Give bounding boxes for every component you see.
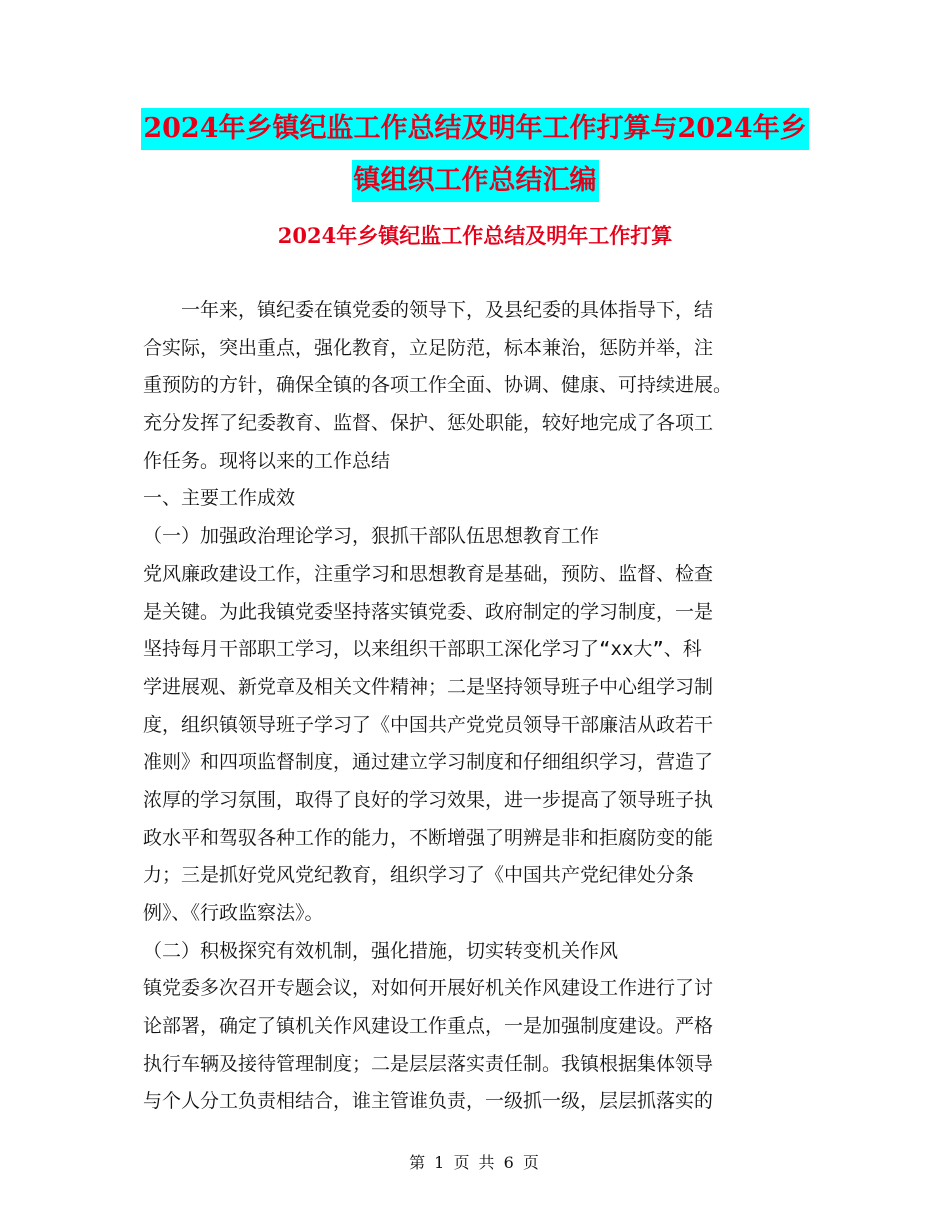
paragraph-line: 论部署，确定了镇机关作风建设工作重点，一是加强制度建设。严格 — [143, 1015, 714, 1038]
section-heading: 2024年乡镇纪监工作总结及明年工作打算 — [277, 223, 673, 248]
title-line-1: 2024年乡镇纪监工作总结及明年工作打算与2024年乡 — [141, 108, 808, 150]
paragraph-line: 镇党委多次召开专题会议，对如何开展好机关作风建设工作进行了讨 — [143, 977, 714, 1000]
paragraph-line: 党风廉政建设工作，注重学习和思想教育是基础，预防、监督、检查 — [143, 562, 714, 585]
paragraph-line: 政水平和驾驭各种工作的能力，不断增强了明辨是非和拒腐防变的能 — [143, 826, 714, 849]
paragraph-line: 坚持每月干部职工学习，以来组织干部职工深化学习了“xx大”、科 — [143, 638, 702, 661]
paragraph-line: 合实际，突出重点，强化教育，立足防范，标本兼治，惩防并举，注 — [143, 336, 714, 359]
paragraph-line: 力；三是抓好党风党纪教育，组织学习了《中国共产党纪律处分条 — [143, 864, 695, 887]
paragraph-line: 与个人分工负责相结合，谁主管谁负责，一级抓一级，层层抓落实的 — [143, 1090, 714, 1113]
paragraph-line: 度，组织镇领导班子学习了《中国共产党党员领导干部廉洁从政若干 — [143, 713, 714, 736]
title-line-2: 镇组织工作总结汇编 — [352, 160, 599, 202]
page-number-footer: 第 1 页 共 6 页 — [409, 1153, 541, 1172]
paragraph-line: 一年来，镇纪委在镇党委的领导下，及县纪委的具体指导下，结 — [181, 299, 714, 321]
paragraph-line: 准则》和四项监督制度，通过建立学习制度和仔细组织学习，营造了 — [143, 751, 714, 774]
paragraph-line: 充分发挥了纪委教育、监督、保护、惩处职能，较好地完成了各项工 — [143, 412, 714, 435]
paragraph-line: 例》、《行政监察法》。 — [143, 902, 324, 924]
subsection-heading-line: （一）加强政治理论学习，狠抓干部队伍思想教育工作 — [143, 525, 600, 548]
body-text — [143, 292, 808, 1121]
paragraph-line: 重预防的方针，确保全镇的各项工作全面、协调、健康、可持续进展。 — [143, 374, 733, 397]
section-heading-line: 一、主要工作成效 — [143, 487, 296, 510]
paragraph-line: 作任务。现将以来的工作总结 — [143, 449, 391, 472]
paragraph-line: 是关键。为此我镇党委坚持落实镇党委、政府制定的学习制度，一是 — [143, 600, 714, 623]
paragraph-line: 学进展观、新党章及相关文件精神；二是坚持领导班子中心组学习制 — [143, 675, 714, 698]
subsection-heading-line: （二）积极探究有效机制，强化措施，切实转变机关作风 — [143, 939, 619, 962]
paragraph-line: 浓厚的学习氛围，取得了良好的学习效果，进一步提高了领导班子执 — [143, 788, 714, 811]
paragraph-line: 执行车辆及接待管理制度；二是层层落实责任制。我镇根据集体领导 — [143, 1052, 714, 1075]
document-title — [0, 108, 950, 212]
